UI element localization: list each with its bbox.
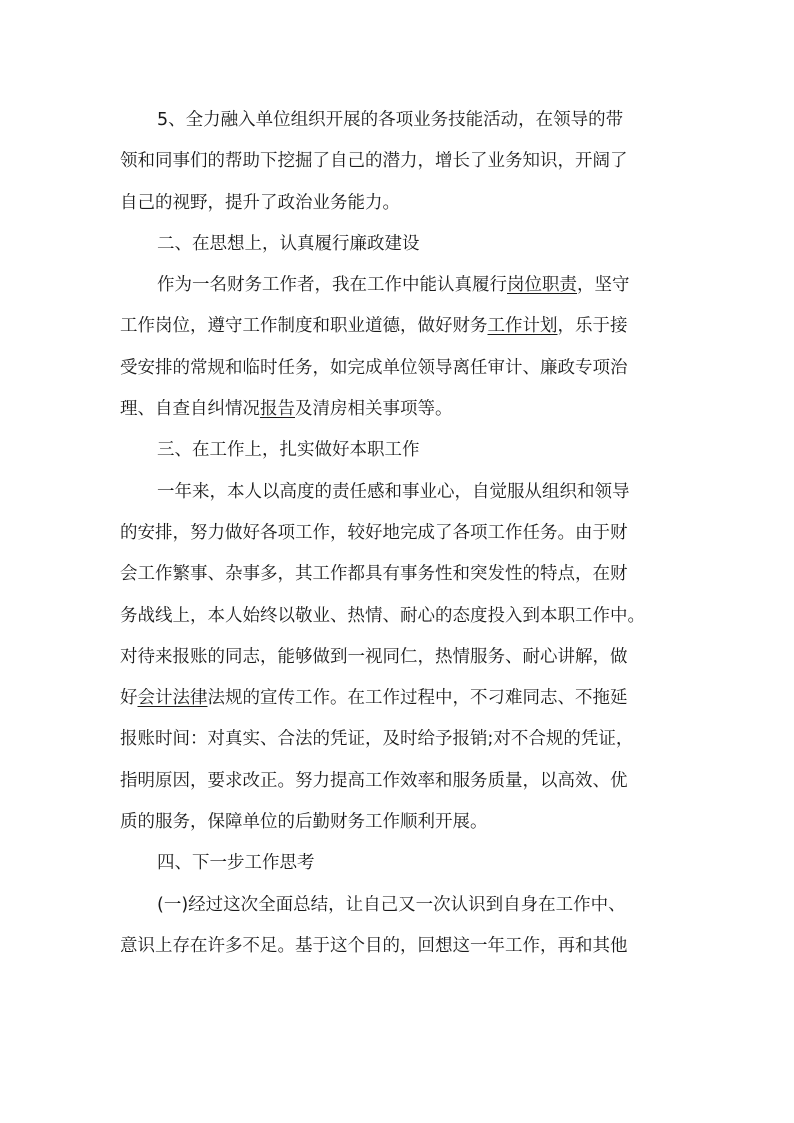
text-line — [120, 637, 676, 678]
text-segment: 对待来报账的同志，能够做到一视同仁，热情服务、耐心讲解，做 — [120, 646, 628, 667]
text-segment: 工作岗位，遵守工作制度和职业道德，做好财务 — [120, 316, 488, 337]
text-segment: ，坚守 — [577, 275, 630, 296]
text-line — [120, 430, 676, 471]
text-segment: 报账时间：对真实、合法的凭证，及时给予报销;对不合规的凭证， — [120, 729, 634, 750]
text-line — [120, 265, 676, 306]
text-line — [120, 141, 676, 182]
text-segment: ，乐于接 — [557, 316, 628, 337]
text-line — [120, 843, 676, 884]
text-segment: 及清房相关事项等。 — [295, 399, 453, 420]
text-segment: 意识上存在许多不足。基于这个目的，回想这一年工作，再和其他 — [120, 935, 628, 956]
text-line — [120, 513, 676, 554]
text-line — [120, 100, 676, 141]
text-segment: 务战线上，本人始终以敬业、热情、耐心的态度投入到本职工作中。 — [120, 605, 645, 626]
text-segment: 三、在工作上，扎实做好本职工作 — [157, 440, 420, 461]
text-segment: 作为一名财务工作者，我在工作中能认真履行 — [157, 275, 507, 296]
text-segment: 会工作繁事、杂事多，其工作都具有事务性和突发性的特点，在财 — [120, 564, 628, 585]
text-segment: 指明原因，要求改正。努力提高工作效率和服务质量，以高效、优 — [120, 770, 628, 791]
text-line — [120, 802, 676, 843]
text-segment: 法规的宣传工作。在工作过程中，不刁难同志、不拖延 — [207, 688, 628, 709]
text-line — [120, 678, 676, 719]
text-segment: 的安排，努力做好各项工作，较好地完成了各项工作任务。由于财 — [120, 522, 628, 543]
text-segment: (一)经过这次全面总结，让自己又一次认识到自身在工作中、 — [157, 894, 626, 915]
text-line — [120, 306, 676, 347]
text-line — [120, 348, 676, 389]
text-line — [120, 885, 676, 926]
underlined-term: 岗位职责 — [507, 275, 577, 296]
text-segment: 二、在思想上，认真履行廉政建设 — [157, 233, 420, 254]
text-segment: 自己的视野，提升了政治业务能力。 — [120, 192, 400, 213]
text-segment: 理、自查自纠情况 — [120, 399, 260, 420]
text-line — [120, 224, 676, 265]
text-line — [120, 554, 676, 595]
text-line — [120, 761, 676, 802]
text-line — [120, 596, 676, 637]
text-line — [120, 472, 676, 513]
text-segment: 质的服务，保障单位的后勤财务工作顺利开展。 — [120, 812, 488, 833]
underlined-term: 会计法律 — [137, 688, 208, 709]
underlined-term: 报告 — [260, 399, 295, 420]
text-line — [120, 926, 676, 967]
text-line — [120, 719, 676, 760]
text-segment: 领和同事们的帮助下挖掘了自己的潜力，增长了业务知识，开阔了 — [120, 151, 628, 172]
text-segment: 5、全力融入单位组织开展的各项业务技能活动，在领导的带 — [157, 110, 624, 130]
text-segment: 四、下一步工作思考 — [157, 853, 315, 874]
text-segment: 好 — [120, 688, 138, 709]
text-line — [120, 183, 676, 224]
underlined-term: 工作计划 — [487, 316, 558, 337]
text-segment: 一年来，本人以高度的责任感和事业心，自觉服从组织和领导 — [157, 481, 630, 502]
text-segment: 受安排的常规和临时任务，如完成单位领导离任审计、廉政专项治 — [120, 357, 628, 378]
text-line — [120, 389, 676, 430]
document-body — [120, 100, 676, 967]
